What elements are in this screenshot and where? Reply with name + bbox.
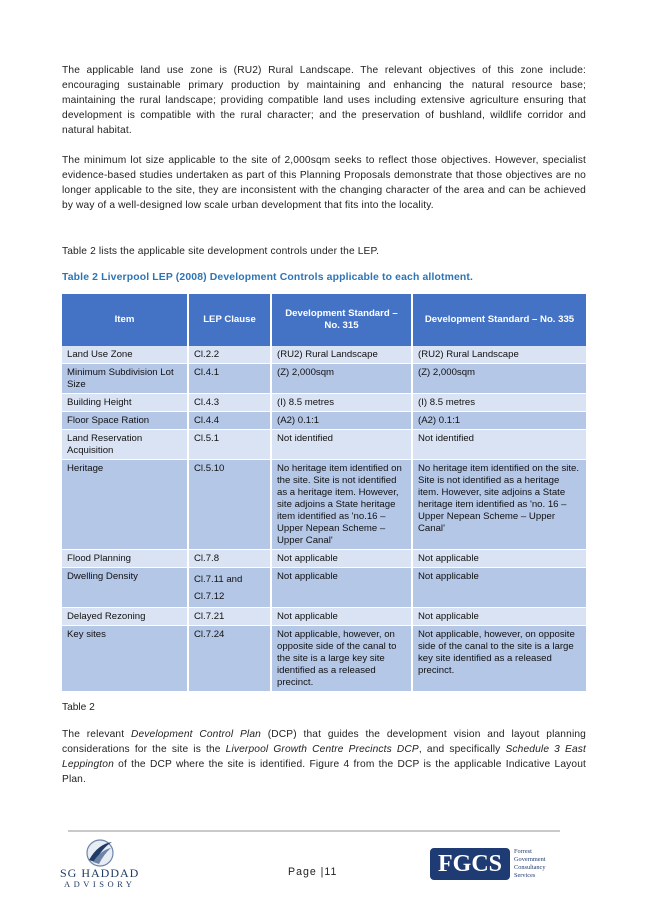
cell-standard-335: Not applicable [412, 568, 586, 608]
table-row [62, 626, 586, 692]
table-caption [62, 272, 473, 283]
header-standard-335: Development Standard – No. 335 [412, 294, 586, 346]
dcp-italic-2: Liverpool Growth Centre Precincts DCP [225, 744, 419, 755]
footer-divider [68, 830, 560, 832]
cell-standard-315: Not applicable, however, on opposite side of the canal to the site is a large key site identified as a released precinct. [271, 626, 412, 692]
cell-item: Floor Space Ration [62, 412, 188, 430]
cell-item: Flood Planning [62, 550, 188, 568]
paragraph-minimum-lot-size: The minimum lot size applicable to the site of 2,000sqm seeks to reflect those objectives. However, specialist evidence-based studies undertaken as part of this Planning Proposals demonstrate that those objectives are no longer applicable to the site, they are inconsistent with the changing character of the area and can be achieved by way of a well-designed low scale urban development that fits into the locality. [62, 155, 586, 211]
cell-standard-315: (I) 8.5 metres [271, 394, 412, 412]
cell-item: Heritage [62, 460, 188, 550]
cell-item: Key sites [62, 626, 188, 692]
cell-item: Land Reservation Acquisition [62, 430, 188, 460]
paragraph-table-intro: Table 2 lists the applicable site development controls under the LEP. [62, 246, 380, 257]
table-row [62, 430, 586, 460]
caption-suffix: (2008) Development Controls applicable to each allotment. [172, 272, 474, 283]
cell-item: Minimum Subdivision Lot Size [62, 364, 188, 394]
table-row [62, 364, 586, 394]
cell-standard-315: (RU2) Rural Landscape [271, 346, 412, 364]
cell-standard-315: Not applicable [271, 608, 412, 626]
cell-clause: Cl.7.21 [188, 608, 271, 626]
dcp-text-4: of the DCP where the site is identified. Figure 4 from the DCP is the applicable Indicative Layout Plan. [62, 759, 586, 785]
dcp-italic-1: Development Control Plan [130, 729, 261, 740]
dcp-text-2: (DCP) that guides the development vision and layout planning considerations for the site is the [62, 729, 586, 755]
cell-clause: Cl.2.2 [188, 346, 271, 364]
cell-item: Delayed Rezoning [62, 608, 188, 626]
cell-standard-335: (RU2) Rural Landscape [412, 346, 586, 364]
cell-clause: Cl.7.8 [188, 550, 271, 568]
dcp-text-3: , and specifically [418, 744, 506, 755]
fgcs-line: Services [514, 872, 536, 879]
cell-item: Dwelling Density [62, 568, 188, 608]
paragraph-dcp [62, 727, 586, 787]
cell-clause: Cl.5.10 [188, 460, 271, 550]
cell-standard-315: Not identified [271, 430, 412, 460]
table-row [62, 568, 586, 608]
caption-highlight: LEP [152, 272, 173, 283]
dcp-italic-3: Schedule 3 East Leppington [62, 744, 586, 770]
fgcs-logo-text: FGCS [437, 851, 502, 877]
table-row [62, 460, 586, 550]
cell-standard-335: Not applicable [412, 608, 586, 626]
header-standard-315: Development Standard – No. 315 [271, 294, 412, 346]
cell-standard-315: (A2) 0.1:1 [271, 412, 412, 430]
cell-standard-335: No heritage item identified on the site. Site is not identified as a heritage item. However, site adjoins a State heritage item identified as 'no. 16 – Upper Nepean Scheme – Upper Canal' [412, 460, 586, 550]
cell-standard-315: Not applicable [271, 568, 412, 608]
sg-haddad-subtitle: ADVISORY [64, 879, 136, 889]
table-row [62, 412, 586, 430]
fgcs-logo-lines [514, 848, 545, 880]
cell-standard-315: Not applicable [271, 550, 412, 568]
development-controls-table [62, 294, 586, 692]
paragraph-land-use-zone: The applicable land use zone is (RU2) Rural Landscape. The relevant objectives of this zone include: encouraging sustainable primary production by maintaining and enhancing the natural resource base; maintaining the rural landscape; providing compatible land uses including extensive agriculture ensuring that development is compatible with the rural character; and the preservation of bushland, wildlife corridor and natural habitat. [62, 65, 586, 136]
dcp-text-1: The relevant [62, 729, 131, 740]
cell-item: Land Use Zone [62, 346, 188, 364]
cell-standard-335: Not applicable, however, on opposite side of the canal to the site is a large key site identified as a released precinct. [412, 626, 586, 692]
cell-standard-335: (A2) 0.1:1 [412, 412, 586, 430]
cell-clause: Cl.4.3 [188, 394, 271, 412]
table-row [62, 608, 586, 626]
cell-clause: Cl.5.1 [188, 430, 271, 460]
header-lep-clause: LEP Clause [188, 294, 271, 346]
table-header-row [62, 294, 586, 346]
fgcs-line: Forrest [514, 848, 532, 855]
cell-item: Building Height [62, 394, 188, 412]
cell-clause: Cl.4.1 [188, 364, 271, 394]
cell-standard-315: (Z) 2,000sqm [271, 364, 412, 394]
cell-standard-335: Not identified [412, 430, 586, 460]
caption-prefix: Table 2 Liverpool [62, 272, 153, 283]
page-number: Page |11 [288, 866, 338, 878]
cell-clause: Cl.7.11 and Cl.7.12 [188, 568, 271, 608]
cell-clause: Cl.7.24 [188, 626, 271, 692]
fgcs-line: Government [514, 856, 546, 863]
table-row [62, 346, 586, 364]
header-item: Item [62, 294, 188, 346]
cell-clause: Cl.4.4 [188, 412, 271, 430]
table-row [62, 394, 586, 412]
sg-haddad-name: SG HADDAD [60, 866, 140, 880]
table-row [62, 550, 586, 568]
table-label: Table 2 [62, 702, 95, 713]
cell-standard-315: No heritage item identified on the site. Site is not identified as a heritage item. However, site adjoins a State heritage item identified as 'no.16 – Upper Nepean Scheme – Upper Canal' [271, 460, 412, 550]
fgcs-line: Consultancy [514, 864, 546, 871]
cell-standard-335: (Z) 2,000sqm [412, 364, 586, 394]
cell-standard-335: Not applicable [412, 550, 586, 568]
cell-standard-335: (I) 8.5 metres [412, 394, 586, 412]
